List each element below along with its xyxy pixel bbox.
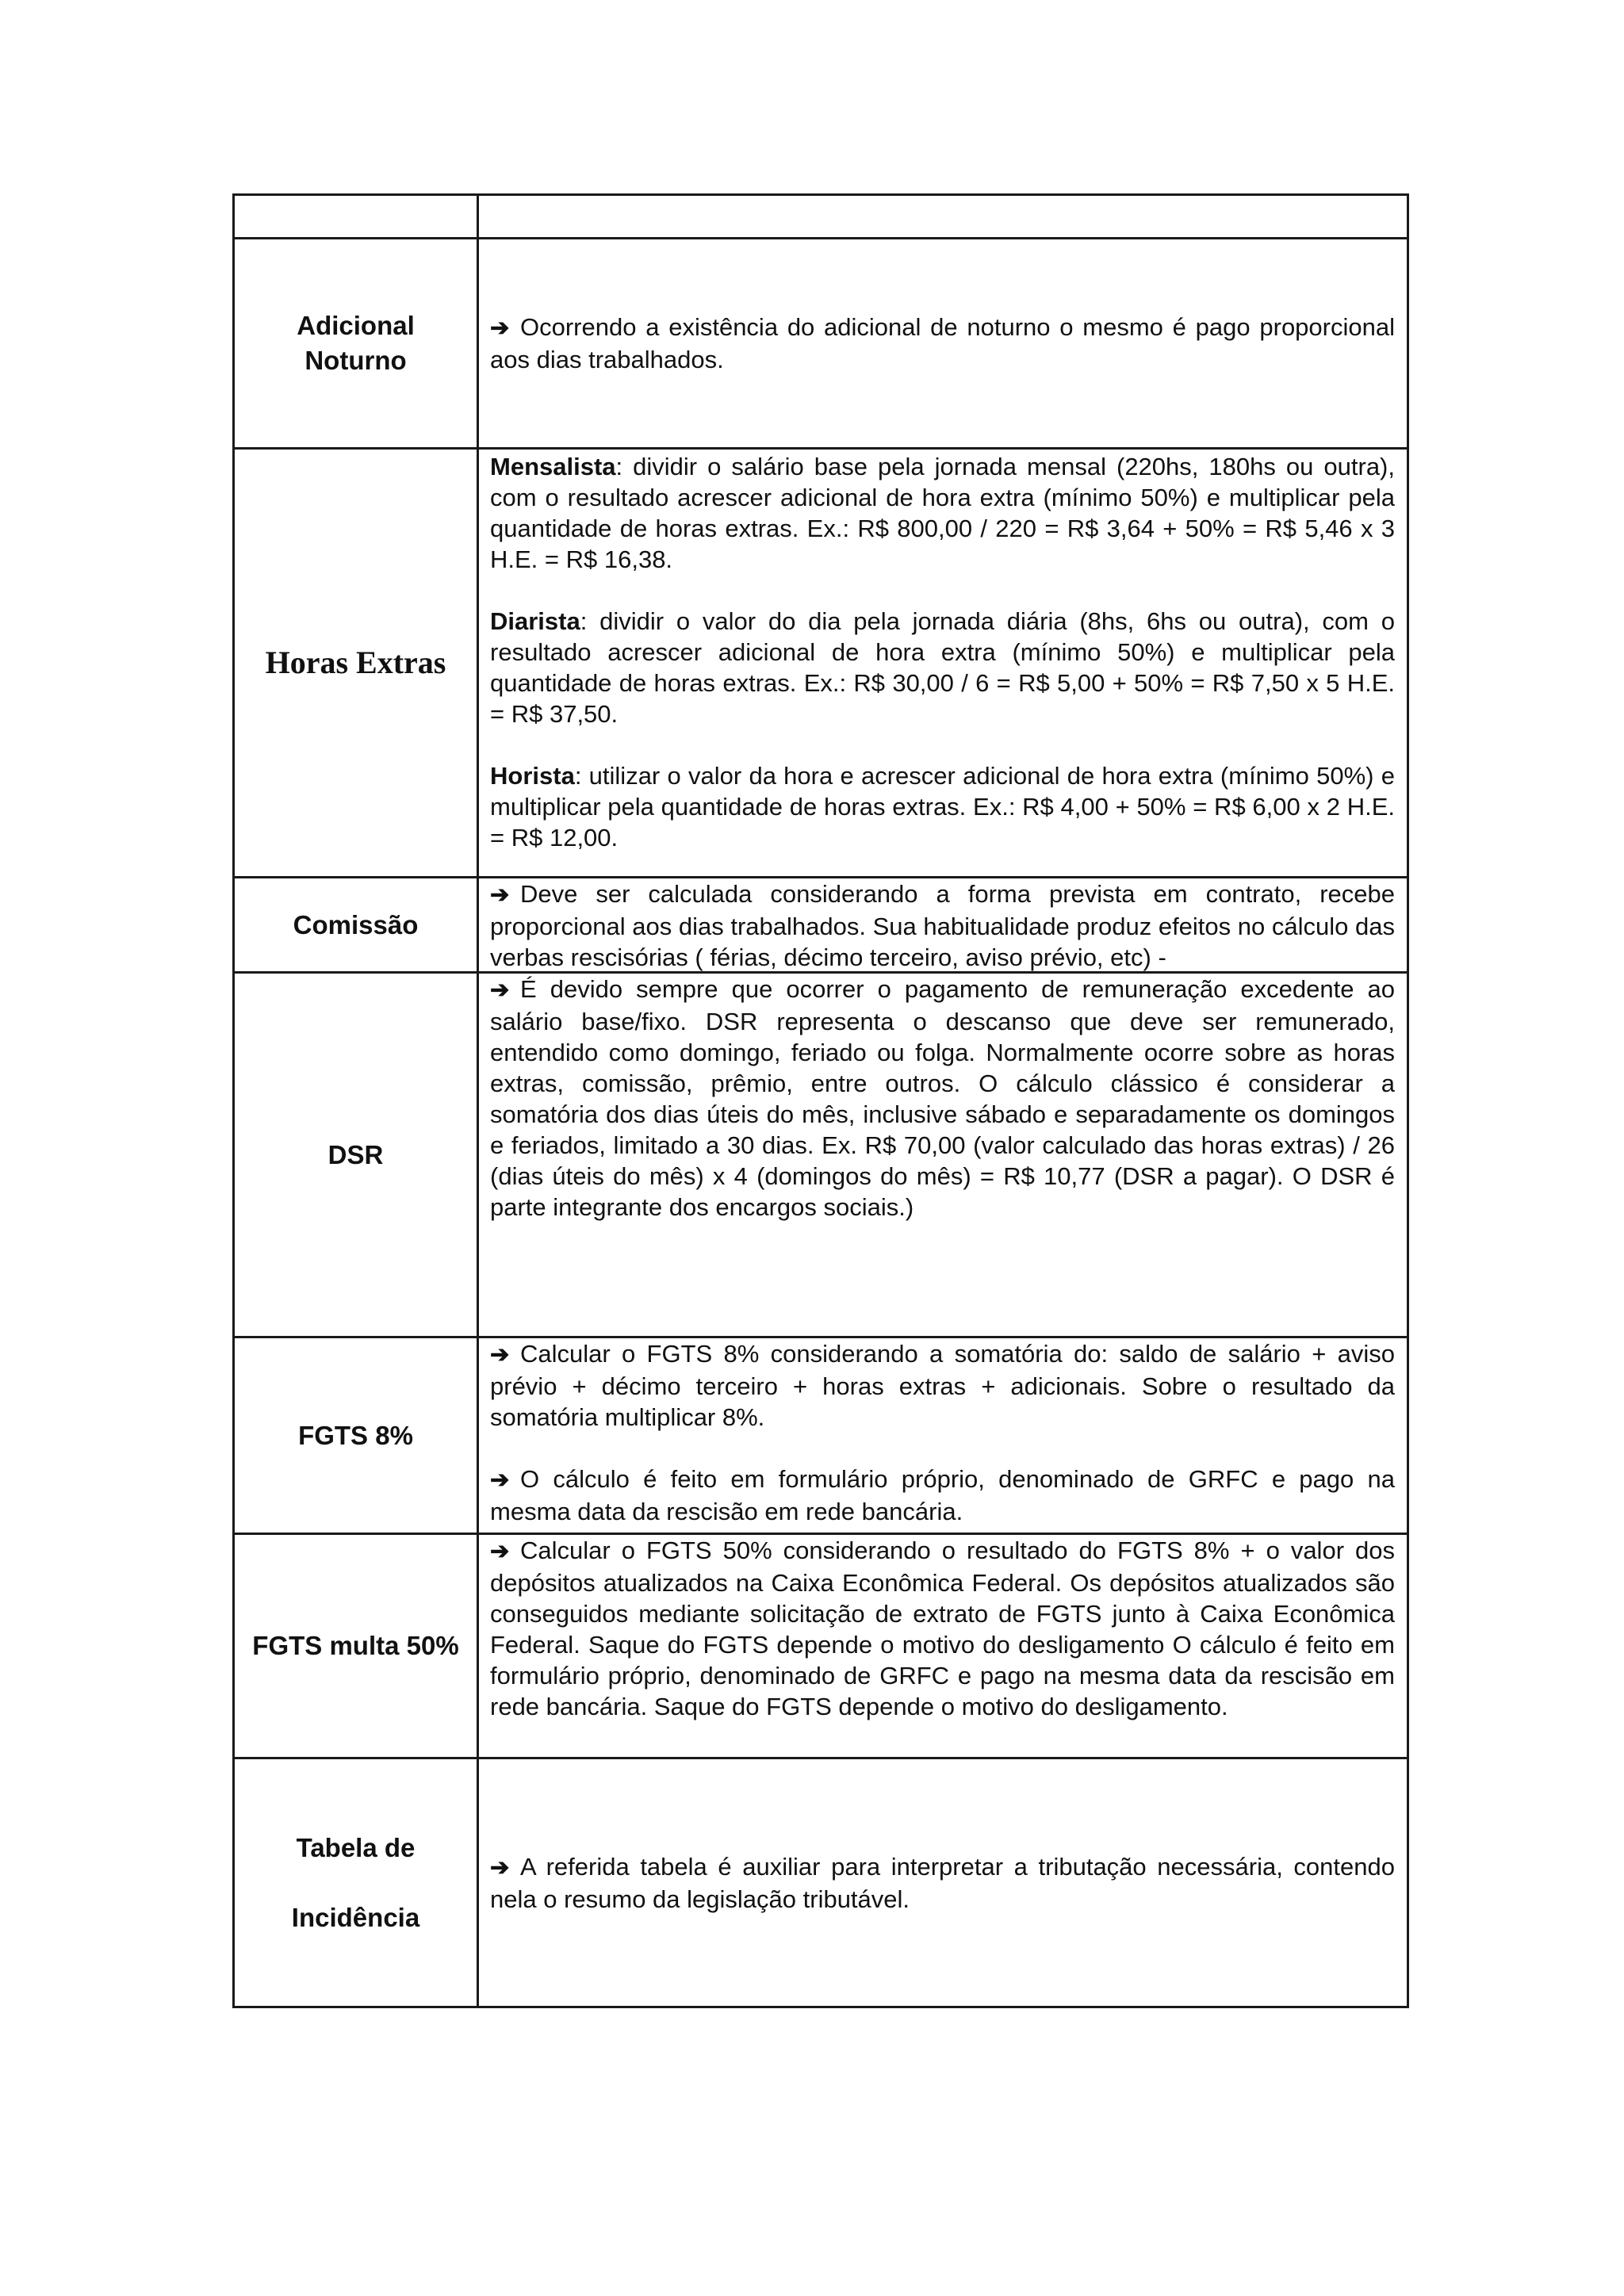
label-adicional-noturno [234,239,478,449]
content-fgts-multa [478,1534,1408,1758]
content-dsr [478,973,1408,1337]
paragraph-horista [490,760,1395,853]
table-row-comissao [234,878,1408,973]
label-horas-extras: Horas Extras [234,449,478,878]
arrow-right-icon: ➔ [490,1342,510,1368]
paragraph-text: O cálculo é feito em formulário próprio, denominado de GRFC e pago na mesma data da rescisão em rede bancária. [490,1465,1395,1525]
paragraph [490,1535,1395,1722]
content-fgts-8 [478,1337,1408,1534]
arrow-right-icon: ➔ [490,1539,510,1564]
paragraph [490,1338,1395,1433]
paragraph [490,878,1395,971]
label-dsr: DSR [234,973,478,1337]
paragraph-text: Deve ser calculada considerando a forma prevista em contrato, recebe proporcional aos dias trabalhados. Sua habitualidade produz efeitos no cálculo das verbas rescisórias ( férias, décimo terceiro, aviso prévio, etc) - [490,880,1395,971]
paragraph-text: : dividir o salário base pela jornada mensal (220hs, 180hs ou outra), com o resultado acrescer adicional de hora extra (mínimo 50%) e multiplicar pela quantidade de horas extras. Ex.: R$ 800,00 / 220 = R$ 3,64 + 50% = R$ 5,46 x 3 H.E. = R$ 16,38. [490,453,1395,573]
paragraph-text: A referida tabela é auxiliar para interpretar a tributação necessária, contendo nela o resumo da legislação tributável. [490,1852,1395,1913]
table-row-horas-extras [234,449,1408,878]
paragraph-mensalista [490,451,1395,575]
label-tabela-incidencia [234,1758,478,2007]
paragraph-text: : utilizar o valor da hora e acrescer adicional de hora extra (mínimo 50%) e multiplicar pela quantidade de horas extras. Ex.: R$ 4,00 + 50% = R$ 6,00 x 2 H.E. = R$ 12,00. [490,762,1395,851]
label-fgts-multa: FGTS multa 50% [234,1534,478,1758]
term-mensalista: Mensalista [490,453,616,480]
paragraph [490,974,1395,1223]
table-row-blank [234,195,1408,239]
table-row-dsr [234,973,1408,1337]
table-row-tabela-incidencia [234,1758,1408,2007]
label-line: Adicional [297,311,415,340]
label-cell-blank [234,195,478,239]
table-row-adicional-noturno [234,239,1408,449]
paragraph-text: Calcular o FGTS 8% considerando a somatória do: saldo de salário + aviso prévio + décimo terceiro + horas extras + adicionais. Sobre o resultado da somatória multiplicar 8%. [490,1340,1395,1431]
arrow-right-icon: ➔ [490,882,510,908]
paragraph [490,1464,1395,1527]
table-row-fgts-multa [234,1534,1408,1758]
paragraph-text: Calcular o FGTS 50% considerando o resultado do FGTS 8% + o valor dos depósitos atualizados na Caixa Econômica Federal. Os depósitos atualizados são conseguidos mediante solicitação de extrato de FGTS junto à Caixa Econômica Federal. Saque do FGTS depende o motivo do desligamento O cálculo é feito em formulário próprio, denominado de GRFC e pago na mesma data da rescisão em rede bancária. Saque do FGTS depende o motivo do desligamento. [490,1536,1395,1720]
paragraph [490,312,1395,375]
label-fgts-8: FGTS 8% [234,1337,478,1534]
arrow-right-icon: ➔ [490,1854,510,1881]
glossary-table [232,193,1409,2008]
paragraph-text: É devido sempre que ocorrer o pagamento de remuneração excedente ao salário base/fixo. DSR representa o descanso que deve ser remunerado, entendido como domingo, feriado ou folga. Normalmente ocorre sobre as horas extras, comissão, prêmio, entre outros. O cálculo clássico é considerar a somatória dos dias úteis do mês, inclusive sábado e separadamente os domingos e feriados, limitado a 30 dias. Ex. R$ 70,00 (valor calculado das horas extras) / 26 (dias úteis do mês) x 4 (domingos do mês) = R$ 10,77 (DSR a pagar). O DSR é parte integrante dos encargos sociais.) [490,975,1395,1221]
content-comissao [478,878,1408,973]
arrow-right-icon: ➔ [490,1468,510,1493]
table-row-fgts-8 [234,1337,1408,1534]
paragraph-text: : dividir o valor do dia pela jornada diária (8hs, 6hs ou outra), com o resultado acrescer adicional de hora extra (mínimo 50%) e multiplicar pela quantidade de horas extras. Ex.: R$ 30,00 / 6 = R$ 5,00 + 50% = R$ 7,50 x 5 H.E. = R$ 37,50. [490,607,1395,728]
label-line: Tabela de [296,1832,416,1862]
label-comissao: Comissão [234,878,478,973]
term-horista: Horista [490,762,575,790]
content-cell-blank [478,195,1408,239]
paragraph-text: Ocorrendo a existência do adicional de noturno o mesmo é pago proporcional aos dias trabalhados. [490,313,1395,373]
content-horas-extras [478,449,1408,878]
content-tabela-incidencia [478,1758,1408,2007]
paragraph [490,1851,1395,1915]
label-line: Noturno [304,346,407,375]
arrow-right-icon: ➔ [490,316,510,341]
content-adicional-noturno [478,239,1408,449]
paragraph-diarista [490,606,1395,729]
label-line: Incidência [291,1902,420,1932]
term-diarista: Diarista [490,607,580,635]
arrow-right-icon: ➔ [490,978,510,1003]
